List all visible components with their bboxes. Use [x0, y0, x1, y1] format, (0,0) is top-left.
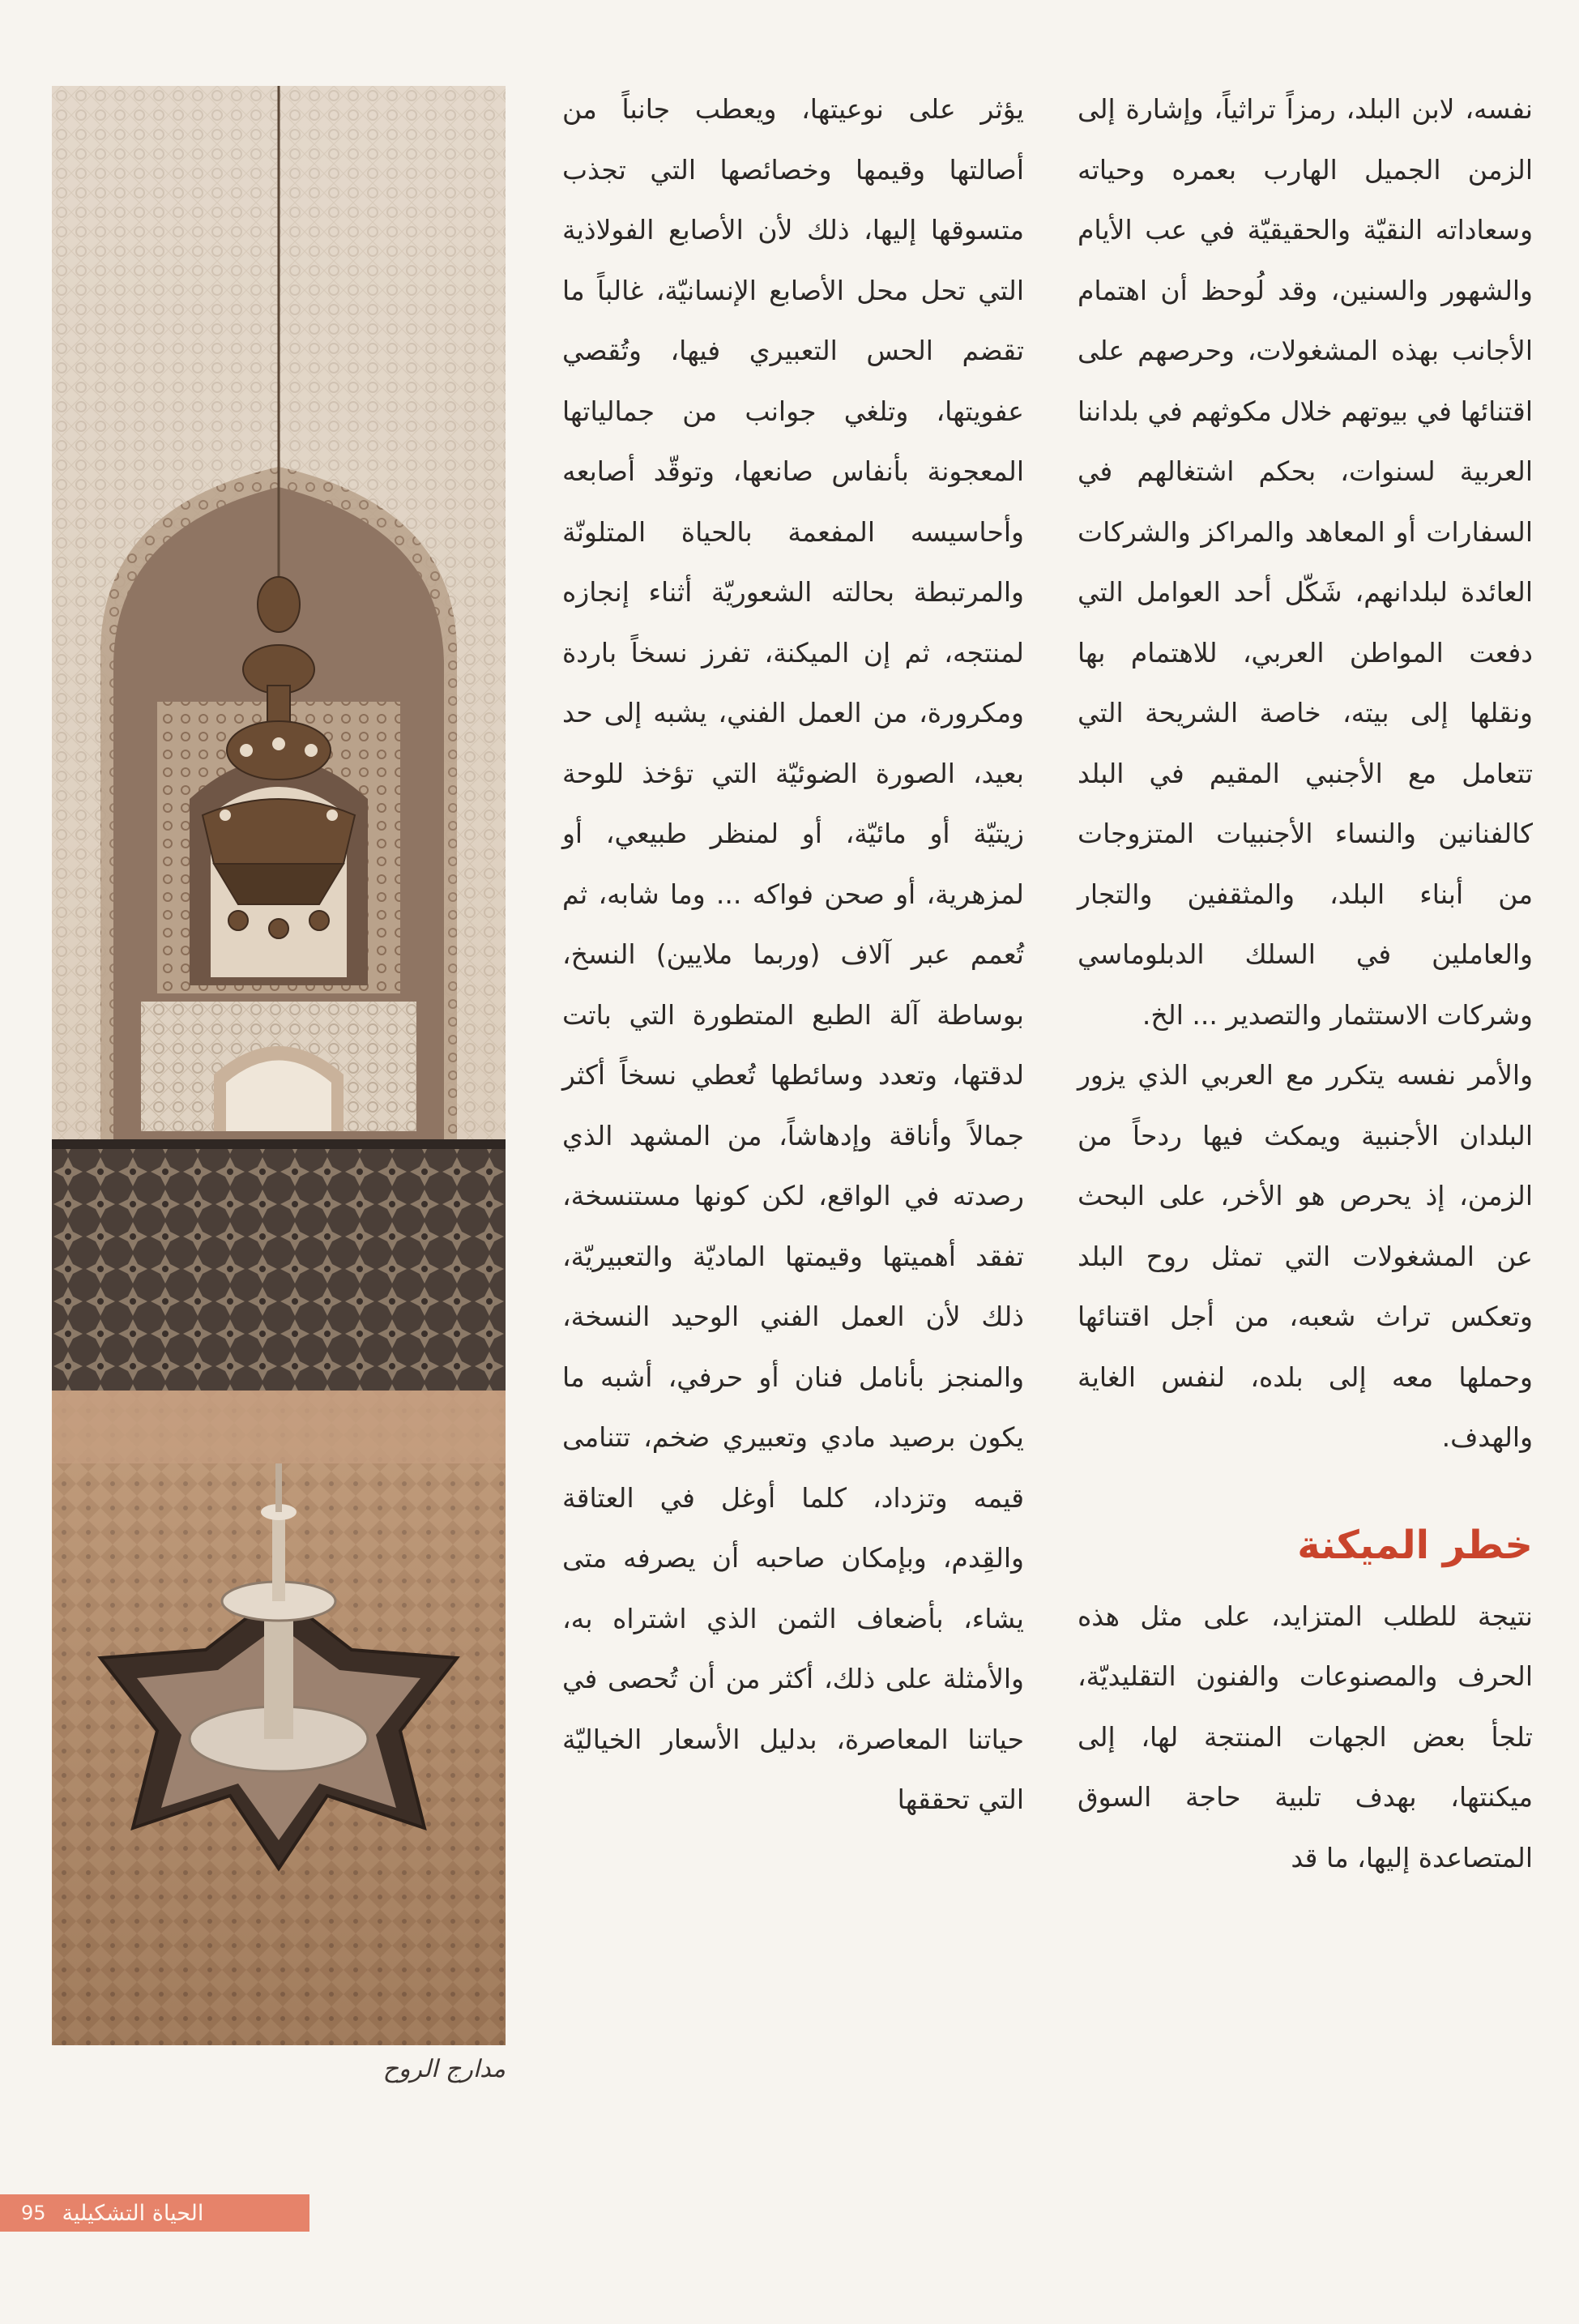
- middle-paragraph: يؤثر على نوعيتها، ويعطب جانباً من أصالتها وقيمها وخصائصها التي تجذب متسوقها إليها، ذلك لأن الأصابع الفولاذية التي تحل محل الأصابع الإنسانيّة، غالباً ما تقضم الحس التعبيري فيها، وتُقصي عفويتها، وتلغي جوانب من جمالياتها المعجونة بأنفاس صانعها، وتوقّد أصابعه وأحاسيسه المفعمة بالحياة المتلونّة والمرتبطة بحالته الشعوريّة أثناء إنجازه لمنتجه، ثم إن الميكنة، تفرز نسخاً باردة ومكرورة، من العمل الفني، يشبه إلى حد بعيد، الصورة الضوئيّة التي تؤخذ للوحة زيتيّة أو مائيّة، أو لمنظر طبيعي، أو لمزهرية، أو صحن فواكه ... وما شابه، ثم تُعمم عبر آلاف (وربما ملايين) النسخ، بوساطة آلة الطبع المتطورة التي باتت لدقتها، وتعدد وسائطها تُعطي نسخاً أكثر جمالاً وأناقة وإدهاشاً، من المشهد الذي رصدته في الواقع، لكن كونها مستنسخة، تفقد أهميتها وقيمتها الماديّة والتعبيريّة، ذلك لأن العمل الفني الوحيد النسخة، والمنجز بأنامل فنان أو حرفي، أشبه ما يكون برصيد مادي وتعبيري ضخم، تتنامى قيمه وتزداد، كلما أوغل في العتاقة والقِدم، وبإمكان صاحبه أن يصرفه متى يشاء، بأضعاف الثمن الذي اشتراه به، والأمثلة على ذلك، أكثر من أن تُحصى في حياتنا المعاصرة، بدليل الأسعار الخياليّة التي تحققها: [562, 93, 1024, 1815]
- courtyard-illustration: [52, 86, 506, 2045]
- photo-caption: مدارج الروح: [382, 2055, 506, 2083]
- text-column-middle: [562, 79, 1024, 1831]
- right-paragraph-3: نتيجة للطلب المتزايد، على مثل هذه الحرف والمصنوعات والفنون التقليديّة، تلجأ بعض الجهات المنتجة لها، إلى ميكنتها، بهدف تلبية حاجة السوق المتصاعدة إليها، ما قد: [1078, 1600, 1533, 1873]
- right-paragraph-1: نفسه، لابن البلد، رمزاً تراثياً، وإشارة إلى الزمن الجميل الهارب بعمره وحياته وسعاداته النقيّة والحقيقيّة في عب الأيام والشهور والسنين، وقد لُوحظ أن اهتمام الأجانب بهذه المشغولات، وحرصهم على اقتنائها في بيوتهم خلال مكوثهم في بلداننا العربية لسنوات، بحكم اشتغالهم في السفارات أو المعاهد والمراكز والشركات العائدة لبلدانهم، شَكّل أحد العوامل التي دفعت المواطن العربي، للاهتمام بها ونقلها إلى بيته، خاصة الشريحة التي تتعامل مع الأجنبي المقيم في البلد كالفنانين والنساء الأجنبيات المتزوجات من أبناء البلد، والمثقفين والتجار والعاملين في السلك الدبلوماسي وشركات الاستثمار والتصدير ... الخ.: [1078, 93, 1533, 1031]
- courtyard-photo: [52, 86, 506, 2045]
- section-heading: خطر الميكنة: [1297, 1522, 1533, 1568]
- right-paragraph-2: والأمر نفسه يتكرر مع العربي الذي يزور البلدان الأجنبية ويمكث فيها ردحاً من الزمن، إذ يحرص هو الأخر، على البحث عن المشغولات التي تمثل روح البلد وتعكس تراث شعبه، من أجل اقتنائها وحملها معه إلى بلده، لنفس الغاية والهدف.: [1078, 1059, 1533, 1453]
- text-column-right: [1078, 79, 1533, 1888]
- footer-tab: [0, 2194, 309, 2232]
- page-number: 95: [21, 2202, 46, 2224]
- magazine-title: الحياة التشكيلية: [62, 2200, 204, 2226]
